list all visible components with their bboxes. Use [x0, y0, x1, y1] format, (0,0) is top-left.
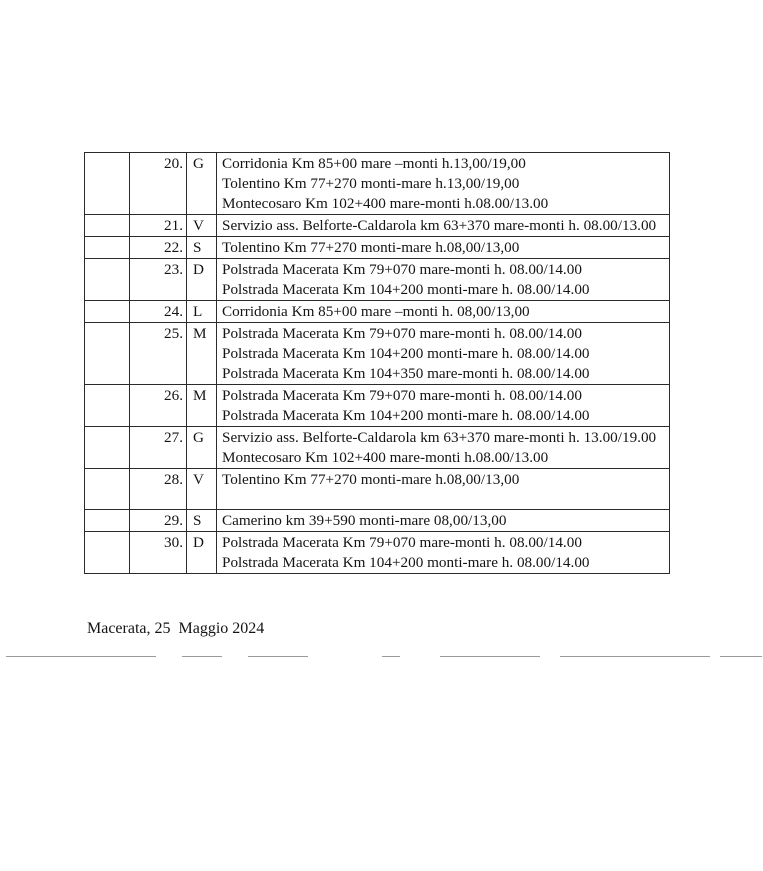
weekday-letter: S: [187, 510, 217, 532]
weekday-letter: V: [187, 215, 217, 237]
service-description: [217, 237, 670, 259]
service-entry: Polstrada Macerata Km 79+070 mare-monti h. 08.00/14.00: [222, 325, 582, 342]
service-entry: Montecosaro Km 102+400 mare-monti h.08.00/13.00: [222, 195, 549, 212]
blank-cell: [85, 469, 130, 510]
service-description: [217, 323, 670, 385]
weekday-letter: G: [187, 427, 217, 469]
service-description: [217, 532, 670, 574]
day-number: 24.: [130, 301, 187, 323]
table-row: [85, 510, 670, 532]
service-entry: Corridonia Km 85+00 mare –monti h. 08,00/13,00: [222, 303, 530, 320]
service-description: [217, 385, 670, 427]
day-number: 29.: [130, 510, 187, 532]
service-description: [217, 259, 670, 301]
service-description: [217, 215, 670, 237]
schedule-table: [84, 152, 670, 574]
service-entry: Polstrada Macerata Km 79+070 mare-monti h. 08.00/14.00: [222, 261, 582, 278]
scan-artifact-line: [6, 656, 156, 657]
scan-artifact-line: [182, 656, 222, 657]
blank-cell: [85, 323, 130, 385]
service-entry: Polstrada Macerata Km 104+200 monti-mare h. 08.00/14.00: [222, 407, 590, 424]
weekday-letter: D: [187, 532, 217, 574]
table-row: [85, 427, 670, 469]
weekday-letter: V: [187, 469, 217, 510]
day-number: 30.: [130, 532, 187, 574]
table-row: [85, 215, 670, 237]
blank-cell: [85, 532, 130, 574]
weekday-letter: M: [187, 385, 217, 427]
service-entry: Corridonia Km 85+00 mare –monti h.13,00/19,00: [222, 155, 526, 172]
weekday-letter: M: [187, 323, 217, 385]
blank-cell: [85, 301, 130, 323]
footer-place-date: Macerata, 25 Maggio 2024: [87, 620, 265, 637]
service-entry: Servizio ass. Belforte-Caldarola km 63+370 mare-monti h. 13.00/19.00: [222, 429, 657, 446]
service-description: [217, 469, 670, 510]
weekday-letter: L: [187, 301, 217, 323]
service-entry: Polstrada Macerata Km 104+200 monti-mare h. 08.00/14.00: [222, 345, 590, 362]
table-row: [85, 469, 670, 510]
service-entry: Polstrada Macerata Km 104+200 monti-mare h. 08.00/14.00: [222, 281, 590, 298]
service-entry: Montecosaro Km 102+400 mare-monti h.08.00/13.00: [222, 449, 549, 466]
scan-artifact-line: [560, 656, 710, 657]
service-entry: Tolentino Km 77+270 monti-mare h.13,00/19,00: [222, 175, 520, 192]
service-entry: Camerino km 39+590 monti-mare 08,00/13,00: [222, 512, 507, 529]
weekday-letter: D: [187, 259, 217, 301]
day-number: 27.: [130, 427, 187, 469]
blank-cell: [85, 215, 130, 237]
service-description: [217, 301, 670, 323]
blank-cell: [85, 510, 130, 532]
service-description: [217, 153, 670, 215]
day-number: 22.: [130, 237, 187, 259]
service-description: [217, 510, 670, 532]
day-number: 25.: [130, 323, 187, 385]
scan-artifact-line: [720, 656, 762, 657]
blank-cell: [85, 427, 130, 469]
day-number: 23.: [130, 259, 187, 301]
schedule-body: [85, 153, 670, 574]
weekday-letter: S: [187, 237, 217, 259]
service-entry: Tolentino Km 77+270 monti-mare h.08,00/13,00: [222, 239, 520, 256]
blank-cell: [85, 259, 130, 301]
day-number: 26.: [130, 385, 187, 427]
blank-cell: [85, 153, 130, 215]
service-entry: Polstrada Macerata Km 104+200 monti-mare h. 08.00/14.00: [222, 554, 590, 571]
day-number: 20.: [130, 153, 187, 215]
service-entry: Polstrada Macerata Km 79+070 mare-monti h. 08.00/14.00: [222, 534, 582, 551]
service-entry: Polstrada Macerata Km 104+350 mare-monti h. 08.00/14.00: [222, 365, 590, 382]
blank-cell: [85, 385, 130, 427]
weekday-letter: G: [187, 153, 217, 215]
scan-artifact-line: [248, 656, 308, 657]
table-row: [85, 153, 670, 215]
blank-cell: [85, 237, 130, 259]
service-entry: Servizio ass. Belforte-Caldarola km 63+370 mare-monti h. 08.00/13.00: [222, 217, 657, 234]
table-row: [85, 259, 670, 301]
day-number: 28.: [130, 469, 187, 510]
table-row: [85, 237, 670, 259]
service-entry: Tolentino Km 77+270 monti-mare h.08,00/13,00: [222, 471, 520, 488]
scan-artifact-line: [382, 656, 400, 657]
table-row: [85, 323, 670, 385]
scan-artifact-line: [440, 656, 540, 657]
service-description: [217, 427, 670, 469]
service-entry: Polstrada Macerata Km 79+070 mare-monti h. 08.00/14.00: [222, 387, 582, 404]
table-row: [85, 385, 670, 427]
day-number: 21.: [130, 215, 187, 237]
table-row: [85, 301, 670, 323]
table-row: [85, 532, 670, 574]
